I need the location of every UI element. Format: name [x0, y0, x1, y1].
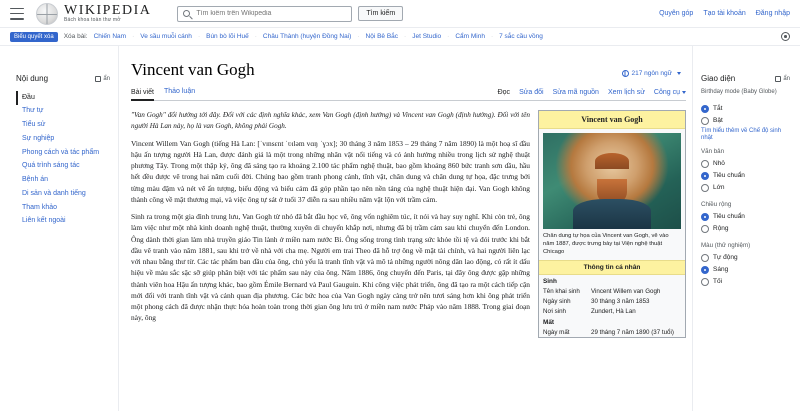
- language-selector-button[interactable]: [617, 67, 687, 80]
- language-globe-icon: [622, 70, 629, 77]
- toc-item-qua-trinh-sang-tac[interactable]: Quá trình sáng tác: [22, 162, 80, 170]
- deletion-badge[interactable]: Biểu quyết xóa: [10, 32, 58, 42]
- search-icon: [183, 10, 190, 17]
- width-option-wide[interactable]: [701, 223, 790, 235]
- width-label: Chiều rộng: [701, 200, 732, 208]
- table-of-contents: [0, 46, 118, 411]
- option-label: Nhỏ: [713, 160, 725, 168]
- infobox-section-header: Thông tin cá nhân: [539, 260, 685, 275]
- birthday-mode-option-on[interactable]: [701, 115, 790, 127]
- infobox-key: Ngày mất: [543, 328, 570, 336]
- birthday-mode-learn-more-link[interactable]: Tìm hiểu thêm về Chế độ sinh nhật: [701, 127, 782, 141]
- title-row: [131, 60, 686, 80]
- wordmark-subtitle: Bách khoa toàn thư mở: [64, 17, 121, 24]
- tab-article[interactable]: Bài viết: [131, 89, 154, 101]
- article-prose: [131, 110, 530, 338]
- width-group: [701, 201, 790, 235]
- infobox-value: Zundert, Hà Lan: [591, 307, 636, 315]
- appearance-hide-button[interactable]: [775, 76, 790, 82]
- pin-icon: [775, 76, 781, 82]
- deletion-notice-bar: Biểu quyết xóa Xóa bài: Chiến Nam · Ve sầu muỗi cánh · Bún bò lõi Huế · Châu Thành (huyện Đồng Nai) · Nội Bê Bắc · Jet Studio · Cẩm Minh · 7 sắc cầu vồng: [0, 28, 800, 46]
- notice-item-1[interactable]: Ve sầu muỗi cánh: [140, 33, 192, 40]
- toc-item-tham-khao[interactable]: Tham khảo: [22, 203, 58, 211]
- toc-item-su-nghiep[interactable]: Sự nghiệp: [22, 134, 55, 142]
- search-box[interactable]: [177, 6, 352, 22]
- infobox-value: Vincent Willem van Gogh: [591, 287, 661, 295]
- infobox-group-mat: Mất: [543, 319, 555, 327]
- option-label: Tiêu chuẩn: [713, 213, 745, 221]
- wordmark-main: WIKIPEDIA: [64, 2, 152, 18]
- infobox-caption: Chân dung tự họa của Vincent van Gogh, vẽ vào năm 1887, được trưng bày tại Viện nghệ thuật Chicago: [543, 233, 669, 255]
- toc-item-dau[interactable]: Đầu: [16, 91, 110, 105]
- toc-item-thu-tu[interactable]: Thư tự: [22, 107, 44, 115]
- toc-title: Nội dung: [16, 74, 49, 83]
- article-tools: [498, 89, 686, 96]
- article-content: [118, 46, 692, 411]
- toc-item-phong-cach[interactable]: Phong cách và tác phẩm: [22, 148, 100, 156]
- infobox-group-sinh: Sinh: [543, 278, 557, 286]
- pin-icon: [95, 76, 101, 82]
- tool-edit-source[interactable]: Sửa mã nguồn: [552, 89, 599, 96]
- option-label: Lớn: [713, 184, 725, 192]
- toc-header: [16, 74, 110, 83]
- paragraph-1: Vincent Willem Van Gogh (tiếng Hà Lan: [ˈvɪnsɛnt ˈʋɪləm vɑŋ ˈɣɔx]; 30 tháng 3 năm 1853 – 29 tháng 7 năm 1890) là một hoạ sĩ đầu hậu ấn tượng người Hà Lan, được đánh giá là một trong những nhân vật nổi tiếng và có ảnh hưởng nhiều trong lịch sử nghệ thuật phương Tây. Trong một thập kỷ, ông đã sáng tạo ra khoảng 2.100 tác phẩm nghệ thuật, bao gồm khoảng 860 bức tranh sơn dầu, hầu hết đều được vẽ trong hai năm cuối đời. Chúng bao gồm tranh phong cảnh, tĩnh vật, chân dung và chân dung tự họa, đặc trưng bởi từng màu đậm và nét vẽ ấn tượng, biểu động và biểu cảm đã góp phần tạo nên nền tảng của nghệ thuật hiện đại. Van Gogh không thành công về mặt thương mại, và việc ông tự sát ở tuổi 37 diễn ra sau nhiều năm vật lộn với trầm cảm.: [131, 138, 530, 204]
- text-size-label: Văn bản: [701, 147, 725, 155]
- toc-list: [16, 91, 110, 229]
- tool-tools-label: Công cụ: [653, 89, 680, 96]
- toc-hide-button[interactable]: [95, 76, 110, 82]
- option-label: Bật: [713, 117, 723, 125]
- radio-icon[interactable]: [701, 254, 709, 262]
- infobox-row-noi-sinh: [539, 306, 685, 316]
- toc-item-benh-an[interactable]: Bệnh án: [22, 176, 49, 183]
- infobox-row-ten-khai-sinh: [539, 286, 685, 296]
- donate-link[interactable]: Quyên góp: [659, 10, 694, 17]
- option-label: Tiêu chuẩn: [713, 172, 745, 180]
- article-body: [131, 110, 686, 338]
- toc-item-di-san[interactable]: Di sản và danh tiếng: [22, 189, 86, 197]
- infobox-value: 30 tháng 3 năm 1853: [591, 297, 650, 305]
- appearance-title: Giao diện: [701, 74, 736, 83]
- radio-icon[interactable]: [701, 105, 709, 113]
- birthday-mode-group: [701, 103, 790, 141]
- notice-item-2[interactable]: Bún bò lõi Huế: [206, 33, 249, 40]
- search-button[interactable]: Tìm kiếm: [358, 6, 403, 21]
- notice-item-6[interactable]: Cẩm Minh: [455, 33, 485, 40]
- language-count-label: 217 ngôn ngữ: [631, 70, 672, 77]
- tool-tools-menu[interactable]: [654, 89, 686, 96]
- notice-item-5[interactable]: Jet Studio: [412, 33, 442, 40]
- chevron-down-icon: [682, 91, 686, 94]
- main-menu-icon[interactable]: [10, 8, 24, 20]
- text-size-option-standard[interactable]: [701, 170, 790, 182]
- toc-item-tieu-su[interactable]: Tiểu sử: [22, 121, 46, 128]
- radio-icon[interactable]: [701, 278, 709, 286]
- infobox-title: Vincent van Gogh: [539, 111, 685, 129]
- infobox-key: Tên khai sinh: [543, 287, 580, 295]
- notice-item-0[interactable]: Chiến Nam: [93, 33, 127, 40]
- login-link[interactable]: Đăng nhập: [755, 10, 790, 17]
- width-option-standard[interactable]: [701, 211, 790, 223]
- create-account-link[interactable]: Tạo tài khoản: [703, 10, 746, 17]
- deletion-prefix: Xóa bài:: [63, 33, 88, 40]
- chevron-down-icon: [677, 72, 681, 75]
- article-tabs: [131, 88, 686, 101]
- option-label: Tối: [713, 278, 723, 286]
- infobox-row-ngay-mat: [539, 327, 685, 337]
- text-size-option-small[interactable]: [701, 158, 790, 170]
- toc-item-lien-ket-ngoai[interactable]: Liên kết ngoài: [22, 217, 66, 225]
- notice-item-7[interactable]: 7 sắc cầu vồng: [499, 33, 543, 40]
- text-size-group: [701, 148, 790, 194]
- infobox: [538, 110, 686, 338]
- notice-item-3[interactable]: Châu Thành (huyện Đồng Nai): [262, 33, 352, 40]
- infobox-key: Nơi sinh: [543, 307, 566, 315]
- site-header: [0, 0, 800, 28]
- option-label: Tự động: [713, 254, 738, 262]
- radio-icon[interactable]: [701, 172, 709, 180]
- infobox-key: Ngày sinh: [543, 297, 571, 305]
- color-group: [701, 242, 790, 288]
- appearance-hide-label: ẩn: [783, 75, 790, 82]
- radio-icon[interactable]: [701, 266, 709, 274]
- page-title: Vincent van Gogh: [131, 60, 255, 79]
- portrait-hair: [595, 153, 629, 169]
- radio-icon[interactable]: [701, 117, 709, 125]
- radio-icon[interactable]: [701, 225, 709, 233]
- tab-talk[interactable]: Thảo luận: [163, 88, 196, 95]
- radio-icon[interactable]: [701, 184, 709, 192]
- color-label: Màu (thử nghiệm): [701, 241, 751, 249]
- page-body: [0, 46, 800, 411]
- tool-read[interactable]: Đọc: [497, 89, 511, 96]
- self-portrait-image[interactable]: [543, 133, 681, 229]
- birthday-mode-option-off[interactable]: [701, 103, 790, 115]
- color-option-auto[interactable]: [701, 252, 790, 264]
- wikipedia-globe-logo[interactable]: [36, 3, 58, 25]
- portrait-coat: [573, 199, 651, 229]
- radio-icon[interactable]: [701, 160, 709, 168]
- search-input[interactable]: [194, 9, 346, 18]
- birthday-mode-label: Birthday mode (Baby Globe): [701, 89, 777, 95]
- tool-edit[interactable]: Sửa đổi: [519, 89, 544, 96]
- notice-item-4[interactable]: Nội Bê Bắc: [365, 33, 399, 40]
- infobox-value: 29 tháng 7 năm 1890 (37 tuổi): [591, 328, 674, 336]
- header-user-links: [659, 10, 790, 17]
- color-option-light[interactable]: [701, 264, 790, 276]
- option-label: Tắt: [713, 105, 723, 113]
- radio-icon[interactable]: [701, 213, 709, 221]
- tool-history[interactable]: Xem lịch sử: [607, 89, 645, 96]
- color-option-dark[interactable]: [701, 276, 790, 288]
- toc-hide-label: ẩn: [103, 75, 110, 82]
- appearance-header: [701, 74, 790, 83]
- appearance-panel: [692, 46, 800, 411]
- text-size-option-large[interactable]: [701, 182, 790, 194]
- option-label: Sáng: [713, 266, 729, 274]
- option-label: Rộng: [713, 225, 729, 233]
- paragraph-2: Sinh ra trong một gia đình trung lưu, Van Gogh từ nhỏ đã bắt đầu học vẽ, ông vốn nghiêm túc, ít nói và hay suy nghĩ. Khi còn trẻ, ông làm việc như một nhà kinh doanh nghệ thuật, thường xuyên di chuyển khắp nơi, nhưng đã bị trầm cảm sau khi chuyển đến London. Ông dành thời gian làm nhà truyền giáo Tin lành ở miền nam nước Bỉ. Ông sống trong tình trạng sức khỏe tồi tệ và đói trước khi bắt đầu vẽ tranh vào năm 1881, sau khi trở về nhà với cha mẹ. Người em trai Theo đã hỗ trợ ông về mặt tài chính, và hai người liên lạc với nhau bằng thư từ. Các tác phẩm ban đầu của ông, chủ yếu là tranh tĩnh vật và mô tả những người nông dân lao động, có rất ít dấu hiệu về màu sắc sặc sỡ giúp phân biệt với tác phẩm sau này của ông. Năm 1886, ông chuyển đến Paris, tại đây ông được gặp những thành viên hoa Hậu ấn tượng khác, bao gồm Émile Bernard và Paul Gauguin. Khi công việc phát triển, ông đã tạo ra một cách tiếp cận mới đối với tranh tĩnh vật và cảnh quan địa phương. Các bức hoa của Van Gogh ngày càng trở nên tươi sáng hơn khi ông phát triển một phong cách đã được nhận thực hóa hoàn toàn trong thời gian ông lưu trú ở miền nam nước Pháp vào năm 1888. Trong giai đoạn này, ông: [131, 212, 530, 323]
- gear-icon[interactable]: [781, 32, 790, 41]
- wikipedia-wordmark[interactable]: [64, 4, 151, 24]
- search-area: [177, 6, 403, 22]
- infobox-row-ngay-sinh: [539, 296, 685, 306]
- hatnote: "Van Gogh" đổi hướng tới đây. Đối với các định nghĩa khác, xem Van Gogh (định hướng) và Vincent van Gogh (định hướng). Đối với tên người Hà Lan này, họ là van Gogh, không phải Gogh.: [131, 111, 530, 130]
